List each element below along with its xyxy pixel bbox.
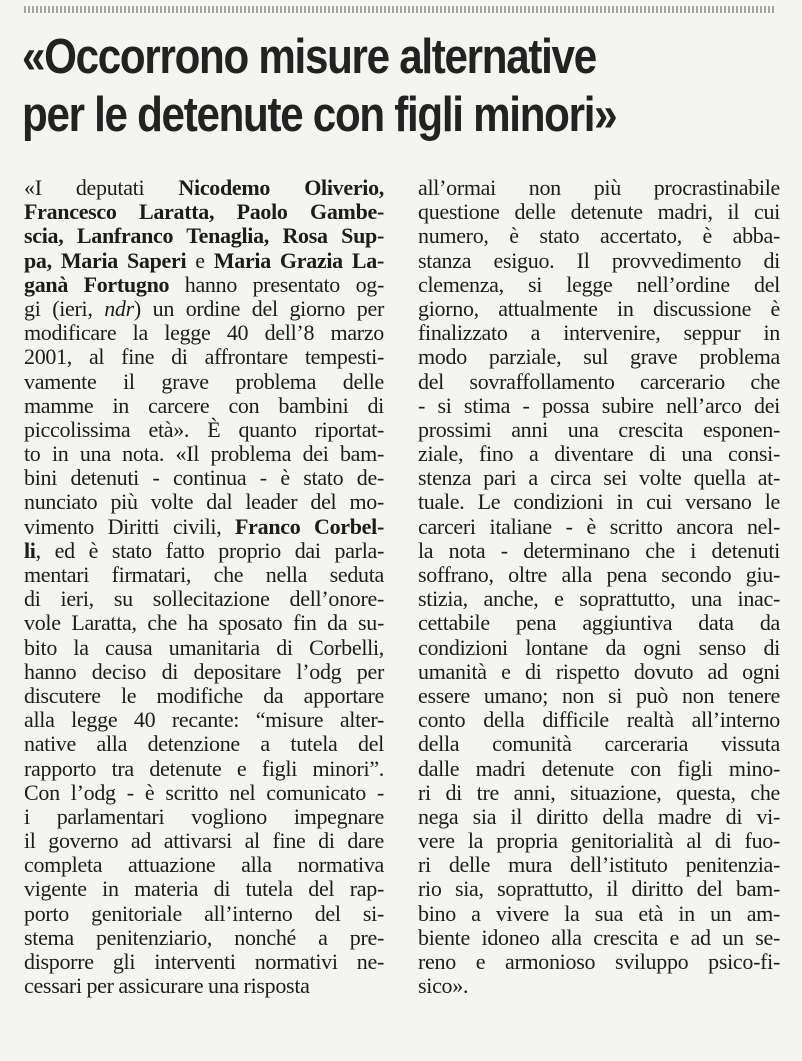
text-line <box>24 926 384 950</box>
text-line <box>418 611 780 635</box>
bold-name: scia, Lanfranco Tenaglia, Rosa Sup- <box>24 223 384 249</box>
text-line <box>418 176 780 200</box>
text-run: Con l’odg - è scritto nel comunicato - <box>24 779 384 805</box>
text-run: modo parziale, sul grave problema <box>418 344 780 370</box>
text-line <box>418 345 780 369</box>
text-line <box>24 394 384 418</box>
text-line <box>418 418 780 442</box>
text-run: nega sia il diritto della madre di vi- <box>418 803 780 829</box>
text-run: stanza esiguo. Il provvedimento di <box>418 247 780 273</box>
text-line <box>24 490 384 514</box>
text-line <box>24 249 384 273</box>
text-line <box>24 611 384 635</box>
top-rule <box>24 6 776 13</box>
text-run: disporre gli interventi normativi ne- <box>24 949 384 974</box>
text-line <box>24 877 384 901</box>
text-run: e <box>186 247 214 273</box>
text-line <box>418 732 780 756</box>
text-line <box>24 370 384 394</box>
text-line <box>24 708 384 732</box>
text-run: mamme in carcere con bambini di <box>24 392 384 418</box>
text-run: stenza pari a circa sei volte quella at- <box>418 465 780 491</box>
bold-name: Nicodemo Oliverio, <box>178 175 385 200</box>
text-line <box>418 974 780 998</box>
text-run: mentari firmatari, che nella seduta <box>24 562 384 587</box>
text-run: di ieri, su sollecitazione dell’onore- <box>24 586 384 612</box>
text-run: umanità e di rispetto dovuto ad ogni <box>418 658 780 684</box>
text-line <box>418 370 780 394</box>
text-line <box>418 708 780 732</box>
headline-line-2: per le detenute con figli minori» <box>22 88 617 142</box>
text-run: bino a vivere la sua età in un am- <box>418 900 780 926</box>
text-line <box>24 176 384 200</box>
text-run: della comunità carceraria vissuta <box>418 731 780 757</box>
text-line <box>24 345 384 369</box>
bold-name: pa, Maria Saperi <box>24 247 187 273</box>
text-run: 2001, al fine di affrontare tempesti- <box>24 344 384 370</box>
text-run: vole Laratta, che ha sposato fin da su- <box>24 610 384 636</box>
text-line <box>24 515 384 539</box>
text-run: hanno presentato og- <box>169 271 384 297</box>
text-line <box>24 297 384 321</box>
text-run: questione delle detenute madri, il cui <box>418 199 780 225</box>
text-line <box>24 636 384 660</box>
text-run: clemenza, si legge nell’ordine del <box>418 271 780 297</box>
text-run: native alla detenzione a tutela del <box>24 731 384 757</box>
text-line <box>24 539 384 563</box>
text-line <box>24 829 384 853</box>
text-line <box>418 587 780 611</box>
text-run: , ed è stato fatto proprio dai parla- <box>35 537 384 563</box>
text-line <box>418 926 780 950</box>
text-run: vere la propria genitorialità al di fuo- <box>418 828 780 854</box>
text-line <box>418 757 780 781</box>
text-line <box>418 902 780 926</box>
text-run: rapporto tra detenute e figli minori”. <box>24 755 384 781</box>
text-run: - si stima - possa subire nell’arco dei <box>418 392 780 418</box>
text-run: tuale. Le condizioni in cui versano le <box>418 489 780 515</box>
text-line <box>24 974 384 998</box>
text-line <box>418 321 780 345</box>
text-run: vamente il grave problema delle <box>24 368 384 394</box>
text-line <box>418 539 780 563</box>
headline-line-1: «Occorrono misure alternative <box>22 30 596 84</box>
text-line <box>24 273 384 297</box>
text-line <box>24 950 384 974</box>
text-run: dalle madri detenute con figli mino- <box>418 755 780 781</box>
text-line <box>418 490 780 514</box>
text-run: «I deputati <box>24 175 179 200</box>
text-run: vigente in materia di tutela del rap- <box>24 876 384 902</box>
text-line <box>24 902 384 926</box>
text-line <box>24 224 384 248</box>
text-run: del sovraffollamento carcerario che <box>418 368 780 394</box>
text-line <box>418 563 780 587</box>
text-line <box>24 466 384 490</box>
text-run: ri di tre anni, situazione, questa, che <box>418 779 780 805</box>
text-line <box>24 587 384 611</box>
text-run: vimento Diritti civili, <box>24 513 236 539</box>
text-run: rio sia, soprattutto, il diritto del bam- <box>418 876 780 902</box>
text-line <box>418 466 780 490</box>
text-run: nunciato più volte dal leader del mo- <box>24 489 384 515</box>
text-run: stema penitenziario, nonché a pre- <box>24 924 384 950</box>
text-line <box>418 297 780 321</box>
text-line <box>24 853 384 877</box>
text-line <box>418 200 780 224</box>
text-line <box>418 515 780 539</box>
text-run: bini detenuti - continua - è stato de- <box>24 465 384 491</box>
text-run: i parlamentari vogliono impegnare <box>24 803 384 829</box>
text-run: bito la causa umanitaria di Corbelli, <box>24 634 384 660</box>
text-line <box>24 418 384 442</box>
text-run: ziale, fino a diventare di una consi- <box>418 441 780 467</box>
text-line <box>418 853 780 877</box>
bold-name: Maria Grazia La- <box>213 247 384 273</box>
text-run: giorno, attualmente in discussione è <box>418 295 780 321</box>
text-line <box>24 732 384 756</box>
text-run: la nota - determinano che i detenuti <box>418 537 780 563</box>
text-run: biente idoneo alla crescita e ad un se- <box>418 924 780 950</box>
text-run: to in una nota. «Il problema dei bam- <box>24 441 384 467</box>
text-line <box>418 877 780 901</box>
text-line <box>24 684 384 708</box>
bold-name: li <box>24 537 36 563</box>
text-run: condizioni lontane da ogni senso di <box>418 634 780 660</box>
text-run: porto genitoriale all’interno del si- <box>24 900 384 926</box>
text-run: piccolissima età». È quanto riportat- <box>24 416 384 442</box>
text-run: carceri italiane - è scritto ancora nel- <box>418 513 780 539</box>
bold-name: ganà Fortugno <box>24 271 170 297</box>
text-line <box>24 321 384 345</box>
text-run: sico». <box>418 973 469 999</box>
text-line <box>418 950 780 974</box>
text-line <box>24 442 384 466</box>
text-line <box>418 805 780 829</box>
text-run: hanno deciso di depositare l’odg per <box>24 658 384 684</box>
text-line <box>24 805 384 829</box>
text-run: stizia, anche, e soprattutto, una inac- <box>418 586 780 612</box>
text-run: modificare la legge 40 dell’8 marzo <box>24 320 384 346</box>
text-run: numero, è stato accertato, è abba- <box>418 223 780 249</box>
bold-name: Franco Corbel- <box>235 513 384 539</box>
text-line <box>24 781 384 805</box>
text-line <box>418 273 780 297</box>
text-run: essere umano; non si può non tenere <box>418 682 780 708</box>
text-run: prossimi anni una crescita esponen- <box>418 416 780 442</box>
article-column-left <box>24 176 384 998</box>
text-run: completa attuazione alla normativa <box>24 852 384 878</box>
headline <box>22 28 684 144</box>
text-run: discutere le modifiche da apportare <box>24 682 384 708</box>
text-run: alla legge 40 recante: “misure alter- <box>24 707 384 733</box>
text-line <box>418 442 780 466</box>
text-line <box>418 224 780 248</box>
article-column-right <box>418 176 780 998</box>
text-run: soffrano, oltre alla pena secondo giu- <box>418 562 780 587</box>
text-line <box>418 394 780 418</box>
text-run: cessari per assicurare una risposta <box>24 973 310 999</box>
text-run: finalizzato a intervenire, seppur in <box>418 320 780 346</box>
text-line <box>24 660 384 684</box>
text-run: all’ormai non più procrastinabile <box>418 175 780 200</box>
text-run: il governo ad attivarsi al fine di dare <box>24 828 384 854</box>
text-line <box>24 757 384 781</box>
text-line <box>24 563 384 587</box>
text-line <box>418 684 780 708</box>
text-run: ri delle mura dell’istituto penitenzia- <box>418 852 780 878</box>
text-line <box>418 781 780 805</box>
text-run: gi (ieri, <box>24 295 105 321</box>
text-run: cettabile pena aggiuntiva data da <box>418 610 780 636</box>
text-line <box>418 660 780 684</box>
text-line <box>418 829 780 853</box>
text-line <box>418 249 780 273</box>
text-run: conto della difficile realtà all’interno <box>418 707 780 733</box>
italic-text: ndr <box>104 295 134 321</box>
text-run: reno e armonioso sviluppo psico-fi- <box>418 949 780 974</box>
text-run: ) un ordine del giorno per <box>133 295 384 321</box>
text-line <box>24 200 384 224</box>
text-line <box>418 636 780 660</box>
bold-name: Francesco Laratta, Paolo Gambe- <box>24 199 384 225</box>
